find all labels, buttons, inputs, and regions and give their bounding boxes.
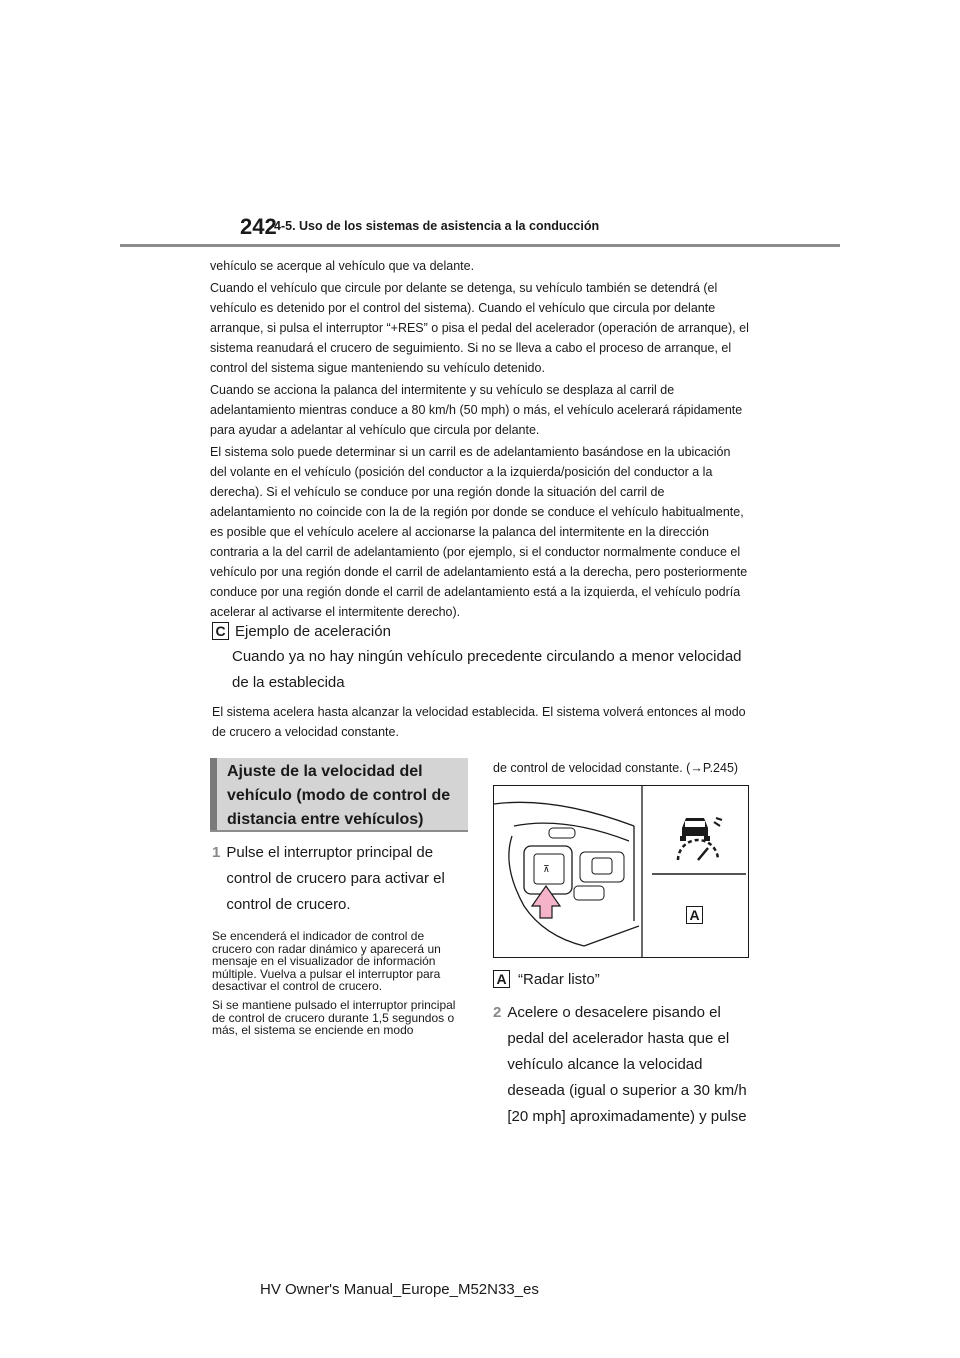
paragraph: vehículo se acerque al vehículo que va delante. [210, 259, 475, 273]
caption [493, 970, 600, 988]
example-block [212, 622, 752, 742]
header-divider [120, 244, 840, 247]
step-number: 1 [212, 844, 221, 861]
page-number: 242 [240, 214, 277, 239]
section-title: 4-5. Uso de los sistemas de asistencia a la conducción [274, 219, 600, 233]
example-text: El sistema acelera hasta alcanzar la velocidad establecida. El sistema volverá entonces al modo de crucero a velocidad constante. [212, 705, 746, 739]
example-label: C [212, 622, 229, 640]
caption-label: A [493, 970, 510, 988]
paragraph: El sistema solo puede determinar si un carril es de adelantamiento basándose en la ubicación del volante en el vehículo (posición del conductor a la izquierda/posición del conductor a la derecha). Si el vehículo se conduce por una región donde la situación del carril de adelantamiento no coincide con la de la región por donde se conduce el vehículo habitualmente, es posible que el vehículo acelere al accionarse la palanca del intermitente en la dirección contraria a la del carril de adelantamiento (por ejemplo, si el conductor normalmente conduce el vehículo por una región donde el carril de adelantamiento está a la derecha, pero posteriormente conduce por una región donde el carril de adelantamiento está a la izquierda, el vehículo podría acelerar al activarse el intermitente derecho). [210, 445, 748, 619]
heading-underline [210, 830, 468, 832]
paragraph: Cuando se acciona la palanca del intermitente y su vehículo se desplaza al carril de adelantamiento mientras conduce a 80 km/h (50 mph) o más, el vehículo acelerará rápidamente para ayudar a adelantar al vehículo que circula por delante. [210, 383, 743, 437]
steering-wheel-image [494, 786, 749, 958]
example-subtitle: Cuando ya no hay ningún vehículo precedente circulando a menor velocidad de la establecida [232, 648, 742, 691]
continuation-text: de control de velocidad constante. (→P.245) [493, 761, 739, 775]
section-heading: Ajuste de la velocidad del vehículo (modo de control de distancia entre vehículos) [210, 758, 468, 830]
step-text: Acelere o desacelere pisando el pedal del acelerador hasta que el vehículo alcance la velocidad deseada (igual o superior a 30 km/h [20 mph] aproximadamente) y pulse [507, 1004, 747, 1125]
svg-text:⊼: ⊼ [543, 865, 550, 875]
caption-text: “Radar listo” [518, 970, 600, 988]
step-text: Pulse el interruptor principal de control de crucero para activar el control de crucero. [226, 844, 445, 913]
note: Si se mantiene pulsado el interruptor principal de control de crucero durante 1,5 segundos o más, el sistema se enciende en modo [212, 997, 456, 1038]
note: Se encenderá el indicador de control de crucero con radar dinámico y aparecerá un mensaje en el visualizador de información múltiple. Vuelva a pulsar el interruptor para desactivar el control de crucero. [212, 929, 441, 994]
left-column [212, 840, 470, 1037]
steering-switch-illustration [493, 785, 749, 958]
illustration-label: A [686, 906, 703, 924]
footer-text: HV Owner's Manual_Europe_M52N33_es [260, 1281, 539, 1298]
step-number: 2 [493, 1004, 502, 1021]
body-text [210, 256, 750, 622]
step-2 [493, 1000, 753, 1130]
example-title: Ejemplo de aceleración [235, 622, 391, 640]
paragraph: Cuando el vehículo que circule por delante se detenga, su vehículo también se detendrá (el vehículo es detenido por el control del sistema). Cuando el vehículo que circula por delante arranque, si pulsa el interruptor “+RES” o pisa el pedal del acelerador (operación de arranque), el sistema reanudará el crucero de seguimiento. Si no se lleva a cabo el proceso de arranque, el control del sistema sigue manteniendo su vehículo detenido. [210, 281, 749, 375]
radar-cruise-icon [678, 818, 722, 860]
